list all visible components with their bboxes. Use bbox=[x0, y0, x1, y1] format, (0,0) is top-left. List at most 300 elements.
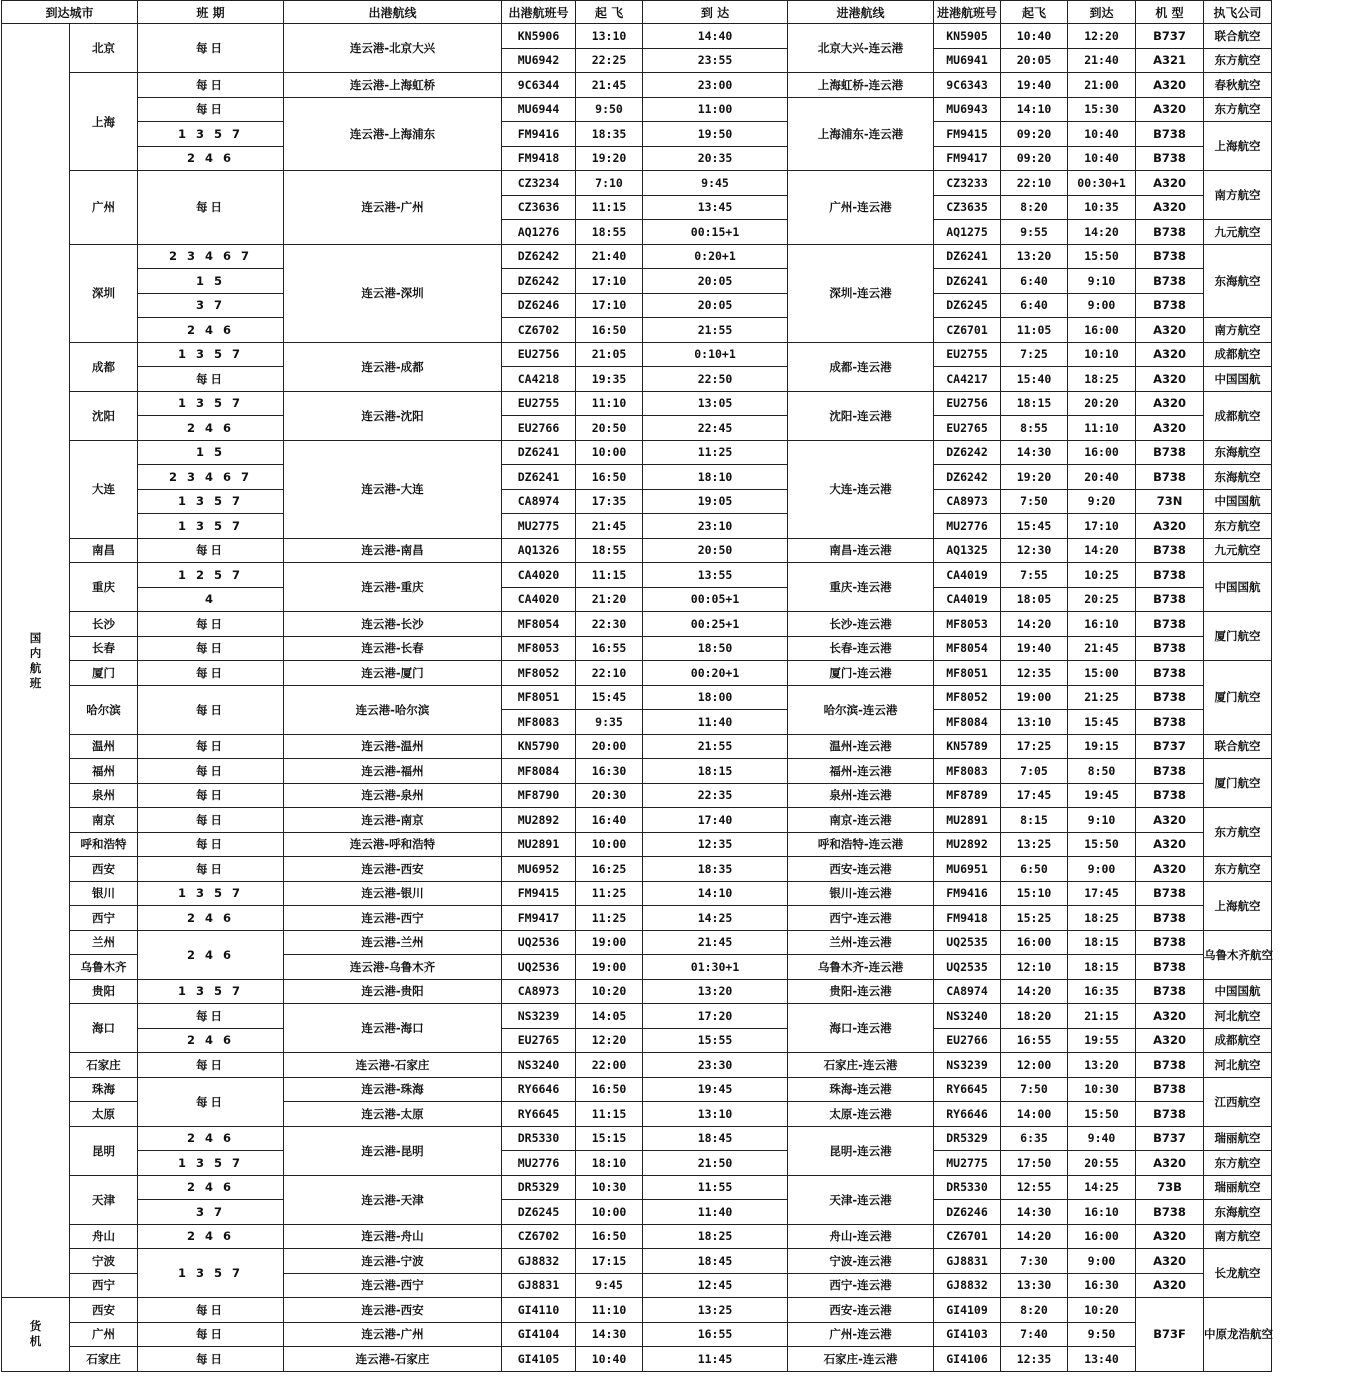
table-row bbox=[2, 685, 1356, 710]
table-row bbox=[2, 930, 1356, 955]
airline-cell: 东方航空 bbox=[1204, 857, 1272, 882]
city-cell: 北京 bbox=[70, 24, 138, 73]
outbound-route-cell: 连云港-广州 bbox=[284, 1322, 502, 1347]
airline-cell: 长龙航空 bbox=[1204, 1249, 1272, 1298]
inbound-departure-cell: 09:20 bbox=[1001, 146, 1068, 171]
outbound-arrival-cell: 14:10 bbox=[643, 881, 788, 906]
table-row bbox=[2, 97, 1356, 122]
days-cell: 2 4 6 bbox=[138, 1126, 284, 1151]
days-cell: 3 7 bbox=[138, 1200, 284, 1225]
outbound-flight-cell: EU2765 bbox=[502, 1028, 576, 1053]
outbound-departure-cell: 17:35 bbox=[576, 489, 643, 514]
outbound-route-cell: 连云港-石家庄 bbox=[284, 1053, 502, 1078]
outbound-departure-cell: 21:05 bbox=[576, 342, 643, 367]
table-row bbox=[2, 318, 1356, 343]
table-row bbox=[2, 881, 1356, 906]
inbound-flight-cell: CZ3233 bbox=[934, 171, 1001, 196]
outbound-route-cell: 连云港-泉州 bbox=[284, 783, 502, 808]
inbound-arrival-cell: 15:50 bbox=[1068, 1102, 1136, 1127]
airline-cell: 春秋航空 bbox=[1204, 73, 1272, 98]
outbound-route-cell: 连云港-成都 bbox=[284, 342, 502, 391]
outbound-departure-cell: 19:00 bbox=[576, 955, 643, 980]
table-row bbox=[2, 73, 1356, 98]
inbound-flight-cell: MF8084 bbox=[934, 710, 1001, 735]
outbound-route-cell: 连云港-温州 bbox=[284, 734, 502, 759]
days-cell: 每日 bbox=[138, 661, 284, 686]
airline-cell: 东方航空 bbox=[1204, 514, 1272, 539]
inbound-flight-cell: CA4019 bbox=[934, 587, 1001, 612]
inbound-departure-cell: 17:50 bbox=[1001, 1151, 1068, 1176]
outbound-arrival-cell: 20:50 bbox=[643, 538, 788, 563]
airline-cell: 江西航空 bbox=[1204, 1077, 1272, 1126]
inbound-departure-cell: 6:40 bbox=[1001, 293, 1068, 318]
header-cell: 出港航线 bbox=[284, 1, 502, 24]
outbound-departure-cell: 16:55 bbox=[576, 636, 643, 661]
aircraft-cell: A320 bbox=[1136, 367, 1204, 392]
inbound-departure-cell: 15:45 bbox=[1001, 514, 1068, 539]
table-row bbox=[2, 832, 1356, 857]
table-row bbox=[2, 759, 1356, 784]
inbound-arrival-cell: 9:20 bbox=[1068, 489, 1136, 514]
days-cell: 1 3 5 7 bbox=[138, 1249, 284, 1298]
inbound-departure-cell: 17:45 bbox=[1001, 783, 1068, 808]
outbound-route-cell: 连云港-上海虹桥 bbox=[284, 73, 502, 98]
outbound-arrival-cell: 16:55 bbox=[643, 1322, 788, 1347]
inbound-route-cell: 乌鲁木齐-连云港 bbox=[788, 955, 934, 980]
inbound-departure-cell: 8:55 bbox=[1001, 416, 1068, 441]
inbound-departure-cell: 7:50 bbox=[1001, 1077, 1068, 1102]
airline-cell: 联合航空 bbox=[1204, 734, 1272, 759]
aircraft-cell: A320 bbox=[1136, 514, 1204, 539]
header-row bbox=[2, 1, 1356, 24]
aircraft-cell: B738 bbox=[1136, 710, 1204, 735]
outbound-departure-cell: 9:35 bbox=[576, 710, 643, 735]
aircraft-cell: A320 bbox=[1136, 857, 1204, 882]
inbound-route-cell: 沈阳-连云港 bbox=[788, 391, 934, 440]
days-cell: 1 3 5 7 bbox=[138, 979, 284, 1004]
inbound-departure-cell: 13:25 bbox=[1001, 832, 1068, 857]
inbound-route-cell: 上海浦东-连云港 bbox=[788, 97, 934, 171]
inbound-route-cell: 舟山-连云港 bbox=[788, 1224, 934, 1249]
table-row bbox=[2, 514, 1356, 539]
header-cell: 执飞公司 bbox=[1204, 1, 1272, 24]
inbound-departure-cell: 7:05 bbox=[1001, 759, 1068, 784]
table-row bbox=[2, 293, 1356, 318]
airline-cell: 乌鲁木齐航空 bbox=[1204, 930, 1272, 979]
table-row bbox=[2, 1028, 1356, 1053]
airline-cell: 中国国航 bbox=[1204, 979, 1272, 1004]
inbound-route-cell: 哈尔滨-连云港 bbox=[788, 685, 934, 734]
header-cell: 进港航班号 bbox=[934, 1, 1001, 24]
schedule-body bbox=[2, 24, 1356, 1372]
outbound-arrival-cell: 21:55 bbox=[643, 318, 788, 343]
aircraft-cell: B73F bbox=[1136, 1298, 1204, 1372]
inbound-arrival-cell: 10:40 bbox=[1068, 146, 1136, 171]
inbound-flight-cell: DZ6246 bbox=[934, 1200, 1001, 1225]
city-cell: 乌鲁木齐 bbox=[70, 955, 138, 980]
outbound-flight-cell: CZ3636 bbox=[502, 195, 576, 220]
days-cell: 每日 bbox=[138, 1053, 284, 1078]
inbound-arrival-cell: 16:10 bbox=[1068, 612, 1136, 637]
inbound-arrival-cell: 21:15 bbox=[1068, 1004, 1136, 1029]
inbound-route-cell: 重庆-连云港 bbox=[788, 563, 934, 612]
city-cell: 沈阳 bbox=[70, 391, 138, 440]
city-cell: 长春 bbox=[70, 636, 138, 661]
city-cell: 南京 bbox=[70, 808, 138, 833]
airline-cell: 瑞丽航空 bbox=[1204, 1126, 1272, 1151]
inbound-departure-cell: 18:20 bbox=[1001, 1004, 1068, 1029]
outbound-flight-cell: RY6646 bbox=[502, 1077, 576, 1102]
outbound-departure-cell: 21:45 bbox=[576, 73, 643, 98]
outbound-arrival-cell: 11:40 bbox=[643, 710, 788, 735]
inbound-arrival-cell: 10:30 bbox=[1068, 1077, 1136, 1102]
outbound-arrival-cell: 13:25 bbox=[643, 1298, 788, 1323]
table-row bbox=[2, 587, 1356, 612]
inbound-departure-cell: 8:20 bbox=[1001, 195, 1068, 220]
inbound-departure-cell: 11:05 bbox=[1001, 318, 1068, 343]
outbound-flight-cell: AQ1276 bbox=[502, 220, 576, 245]
inbound-arrival-cell: 21:45 bbox=[1068, 636, 1136, 661]
outbound-departure-cell: 9:45 bbox=[576, 1273, 643, 1298]
inbound-departure-cell: 19:40 bbox=[1001, 73, 1068, 98]
city-cell: 广州 bbox=[70, 1322, 138, 1347]
outbound-arrival-cell: 23:30 bbox=[643, 1053, 788, 1078]
inbound-arrival-cell: 9:40 bbox=[1068, 1126, 1136, 1151]
outbound-route-cell: 连云港-哈尔滨 bbox=[284, 685, 502, 734]
outbound-flight-cell: MF8084 bbox=[502, 759, 576, 784]
airline-cell: 厦门航空 bbox=[1204, 612, 1272, 661]
city-cell: 昆明 bbox=[70, 1126, 138, 1175]
outbound-arrival-cell: 19:50 bbox=[643, 122, 788, 147]
inbound-departure-cell: 15:10 bbox=[1001, 881, 1068, 906]
outbound-flight-cell: FM9415 bbox=[502, 881, 576, 906]
inbound-flight-cell: FM9418 bbox=[934, 906, 1001, 931]
inbound-flight-cell: DZ6241 bbox=[934, 269, 1001, 294]
days-cell: 每日 bbox=[138, 759, 284, 784]
city-cell: 石家庄 bbox=[70, 1053, 138, 1078]
airline-cell: 南方航空 bbox=[1204, 1224, 1272, 1249]
inbound-departure-cell: 7:55 bbox=[1001, 563, 1068, 588]
aircraft-cell: B738 bbox=[1136, 538, 1204, 563]
table-row bbox=[2, 1200, 1356, 1225]
inbound-arrival-cell: 14:25 bbox=[1068, 1175, 1136, 1200]
days-cell: 2 4 6 bbox=[138, 1224, 284, 1249]
days-cell: 2 4 6 bbox=[138, 1028, 284, 1053]
inbound-arrival-cell: 18:25 bbox=[1068, 906, 1136, 931]
inbound-flight-cell: MU6943 bbox=[934, 97, 1001, 122]
inbound-arrival-cell: 15:50 bbox=[1068, 832, 1136, 857]
inbound-flight-cell: RY6646 bbox=[934, 1102, 1001, 1127]
outbound-departure-cell: 13:10 bbox=[576, 24, 643, 49]
inbound-arrival-cell: 16:00 bbox=[1068, 1224, 1136, 1249]
outbound-route-cell: 连云港-南昌 bbox=[284, 538, 502, 563]
aircraft-cell: B738 bbox=[1136, 881, 1204, 906]
header-cell: 机 型 bbox=[1136, 1, 1204, 24]
city-cell: 舟山 bbox=[70, 1224, 138, 1249]
table-row bbox=[2, 1053, 1356, 1078]
outbound-route-cell: 连云港-深圳 bbox=[284, 244, 502, 342]
inbound-flight-cell: MF8052 bbox=[934, 685, 1001, 710]
outbound-arrival-cell: 20:05 bbox=[643, 269, 788, 294]
inbound-departure-cell: 16:00 bbox=[1001, 930, 1068, 955]
table-row bbox=[2, 808, 1356, 833]
aircraft-cell: B738 bbox=[1136, 1200, 1204, 1225]
inbound-departure-cell: 12:00 bbox=[1001, 1053, 1068, 1078]
city-cell: 太原 bbox=[70, 1102, 138, 1127]
inbound-flight-cell: AQ1275 bbox=[934, 220, 1001, 245]
outbound-departure-cell: 16:25 bbox=[576, 857, 643, 882]
outbound-arrival-cell: 01:30+1 bbox=[643, 955, 788, 980]
outbound-route-cell: 连云港-西安 bbox=[284, 857, 502, 882]
aircraft-cell: B737 bbox=[1136, 24, 1204, 49]
inbound-departure-cell: 19:20 bbox=[1001, 465, 1068, 490]
inbound-flight-cell: KN5789 bbox=[934, 734, 1001, 759]
header-cell: 起 飞 bbox=[576, 1, 643, 24]
inbound-flight-cell: MF8789 bbox=[934, 783, 1001, 808]
inbound-arrival-cell: 19:15 bbox=[1068, 734, 1136, 759]
days-cell: 2 4 6 bbox=[138, 906, 284, 931]
inbound-departure-cell: 14:30 bbox=[1001, 1200, 1068, 1225]
outbound-arrival-cell: 0:10+1 bbox=[643, 342, 788, 367]
inbound-flight-cell: MU6951 bbox=[934, 857, 1001, 882]
outbound-route-cell: 连云港-太原 bbox=[284, 1102, 502, 1127]
inbound-flight-cell: UQ2535 bbox=[934, 930, 1001, 955]
inbound-flight-cell: RY6645 bbox=[934, 1077, 1001, 1102]
outbound-flight-cell: DR5330 bbox=[502, 1126, 576, 1151]
aircraft-cell: B738 bbox=[1136, 146, 1204, 171]
outbound-departure-cell: 19:00 bbox=[576, 930, 643, 955]
inbound-arrival-cell: 16:00 bbox=[1068, 318, 1136, 343]
outbound-flight-cell: GJ8831 bbox=[502, 1273, 576, 1298]
outbound-flight-cell: GI4104 bbox=[502, 1322, 576, 1347]
table-row bbox=[2, 391, 1356, 416]
inbound-departure-cell: 14:20 bbox=[1001, 1224, 1068, 1249]
inbound-route-cell: 泉州-连云港 bbox=[788, 783, 934, 808]
outbound-arrival-cell: 0:20+1 bbox=[643, 244, 788, 269]
inbound-route-cell: 昆明-连云港 bbox=[788, 1126, 934, 1175]
outbound-departure-cell: 22:25 bbox=[576, 48, 643, 73]
inbound-departure-cell: 18:05 bbox=[1001, 587, 1068, 612]
table-row bbox=[2, 146, 1356, 171]
outbound-arrival-cell: 00:05+1 bbox=[643, 587, 788, 612]
aircraft-cell: B738 bbox=[1136, 563, 1204, 588]
outbound-arrival-cell: 18:25 bbox=[643, 1224, 788, 1249]
inbound-flight-cell: MU6941 bbox=[934, 48, 1001, 73]
airline-cell: 中国国航 bbox=[1204, 563, 1272, 612]
inbound-departure-cell: 6:40 bbox=[1001, 269, 1068, 294]
aircraft-cell: A320 bbox=[1136, 808, 1204, 833]
inbound-arrival-cell: 00:30+1 bbox=[1068, 171, 1136, 196]
inbound-flight-cell: MF8051 bbox=[934, 661, 1001, 686]
days-cell: 每日 bbox=[138, 1004, 284, 1029]
inbound-arrival-cell: 15:45 bbox=[1068, 710, 1136, 735]
inbound-route-cell: 长春-连云港 bbox=[788, 636, 934, 661]
outbound-flight-cell: MF8083 bbox=[502, 710, 576, 735]
table-row bbox=[2, 612, 1356, 637]
table-row bbox=[2, 979, 1356, 1004]
inbound-arrival-cell: 10:40 bbox=[1068, 122, 1136, 147]
inbound-flight-cell: GI4106 bbox=[934, 1347, 1001, 1372]
city-cell: 海口 bbox=[70, 1004, 138, 1053]
inbound-arrival-cell: 10:35 bbox=[1068, 195, 1136, 220]
outbound-route-cell: 连云港-天津 bbox=[284, 1175, 502, 1224]
inbound-flight-cell: GJ8831 bbox=[934, 1249, 1001, 1274]
airline-cell: 上海航空 bbox=[1204, 122, 1272, 171]
days-cell: 每日 bbox=[138, 1077, 284, 1126]
outbound-arrival-cell: 13:20 bbox=[643, 979, 788, 1004]
outbound-route-cell: 连云港-上海浦东 bbox=[284, 97, 502, 171]
aircraft-cell: B738 bbox=[1136, 955, 1204, 980]
aircraft-cell: B738 bbox=[1136, 685, 1204, 710]
header-cell: 班 期 bbox=[138, 1, 284, 24]
inbound-departure-cell: 19:00 bbox=[1001, 685, 1068, 710]
outbound-flight-cell: MU2776 bbox=[502, 1151, 576, 1176]
outbound-route-cell: 连云港-长沙 bbox=[284, 612, 502, 637]
category-char: 机 bbox=[29, 1334, 42, 1349]
inbound-departure-cell: 7:40 bbox=[1001, 1322, 1068, 1347]
outbound-route-cell: 连云港-长春 bbox=[284, 636, 502, 661]
outbound-arrival-cell: 12:35 bbox=[643, 832, 788, 857]
outbound-route-cell: 连云港-石家庄 bbox=[284, 1347, 502, 1372]
inbound-departure-cell: 8:20 bbox=[1001, 1298, 1068, 1323]
inbound-route-cell: 贵阳-连云港 bbox=[788, 979, 934, 1004]
airline-cell: 瑞丽航空 bbox=[1204, 1175, 1272, 1200]
aircraft-cell: A320 bbox=[1136, 342, 1204, 367]
table-row bbox=[2, 1298, 1356, 1323]
inbound-arrival-cell: 17:45 bbox=[1068, 881, 1136, 906]
inbound-flight-cell: DZ6241 bbox=[934, 244, 1001, 269]
outbound-departure-cell: 16:50 bbox=[576, 318, 643, 343]
inbound-departure-cell: 12:35 bbox=[1001, 661, 1068, 686]
outbound-flight-cell: MU6952 bbox=[502, 857, 576, 882]
inbound-arrival-cell: 15:50 bbox=[1068, 244, 1136, 269]
outbound-flight-cell: MF8790 bbox=[502, 783, 576, 808]
days-cell: 每日 bbox=[138, 73, 284, 98]
outbound-departure-cell: 11:10 bbox=[576, 1298, 643, 1323]
outbound-arrival-cell: 13:05 bbox=[643, 391, 788, 416]
airline-cell: 成都航空 bbox=[1204, 1028, 1272, 1053]
inbound-flight-cell: CZ6701 bbox=[934, 318, 1001, 343]
aircraft-cell: A320 bbox=[1136, 416, 1204, 441]
category-cell bbox=[2, 24, 70, 1298]
outbound-arrival-cell: 22:35 bbox=[643, 783, 788, 808]
outbound-route-cell: 连云港-西宁 bbox=[284, 1273, 502, 1298]
outbound-arrival-cell: 20:05 bbox=[643, 293, 788, 318]
table-row bbox=[2, 563, 1356, 588]
inbound-route-cell: 珠海-连云港 bbox=[788, 1077, 934, 1102]
outbound-departure-cell: 22:30 bbox=[576, 612, 643, 637]
days-cell: 每日 bbox=[138, 538, 284, 563]
header-cell: 起飞 bbox=[1001, 1, 1068, 24]
airline-cell: 东海航空 bbox=[1204, 440, 1272, 465]
outbound-flight-cell: CZ6702 bbox=[502, 1224, 576, 1249]
inbound-departure-cell: 12:35 bbox=[1001, 1347, 1068, 1372]
days-cell: 1 5 bbox=[138, 269, 284, 294]
outbound-departure-cell: 15:45 bbox=[576, 685, 643, 710]
inbound-flight-cell: KN5905 bbox=[934, 24, 1001, 49]
days-cell: 每日 bbox=[138, 1298, 284, 1323]
days-cell: 2 4 6 bbox=[138, 416, 284, 441]
inbound-arrival-cell: 19:45 bbox=[1068, 783, 1136, 808]
table-row bbox=[2, 465, 1356, 490]
inbound-flight-cell: NS3240 bbox=[934, 1004, 1001, 1029]
inbound-arrival-cell: 21:40 bbox=[1068, 48, 1136, 73]
category-char: 航 bbox=[29, 660, 42, 675]
inbound-flight-cell: MF8053 bbox=[934, 612, 1001, 637]
outbound-departure-cell: 11:10 bbox=[576, 391, 643, 416]
days-cell: 1 3 5 7 bbox=[138, 342, 284, 367]
inbound-route-cell: 温州-连云港 bbox=[788, 734, 934, 759]
outbound-route-cell: 连云港-昆明 bbox=[284, 1126, 502, 1175]
airline-cell: 厦门航空 bbox=[1204, 661, 1272, 735]
days-cell: 每日 bbox=[138, 685, 284, 734]
outbound-departure-cell: 20:50 bbox=[576, 416, 643, 441]
inbound-departure-cell: 13:20 bbox=[1001, 244, 1068, 269]
inbound-departure-cell: 18:15 bbox=[1001, 391, 1068, 416]
inbound-route-cell: 上海虹桥-连云港 bbox=[788, 73, 934, 98]
inbound-departure-cell: 9:55 bbox=[1001, 220, 1068, 245]
outbound-arrival-cell: 21:50 bbox=[643, 1151, 788, 1176]
aircraft-cell: A320 bbox=[1136, 171, 1204, 196]
days-cell: 1 3 5 7 bbox=[138, 489, 284, 514]
outbound-departure-cell: 22:10 bbox=[576, 661, 643, 686]
aircraft-cell: A320 bbox=[1136, 391, 1204, 416]
inbound-flight-cell: MU2775 bbox=[934, 1151, 1001, 1176]
outbound-arrival-cell: 9:45 bbox=[643, 171, 788, 196]
outbound-route-cell: 连云港-西安 bbox=[284, 1298, 502, 1323]
inbound-route-cell: 南昌-连云港 bbox=[788, 538, 934, 563]
inbound-route-cell: 西安-连云港 bbox=[788, 1298, 934, 1323]
inbound-flight-cell: MU2891 bbox=[934, 808, 1001, 833]
city-cell: 哈尔滨 bbox=[70, 685, 138, 734]
city-cell: 珠海 bbox=[70, 1077, 138, 1102]
aircraft-cell: B738 bbox=[1136, 1077, 1204, 1102]
inbound-departure-cell: 10:40 bbox=[1001, 24, 1068, 49]
outbound-arrival-cell: 18:15 bbox=[643, 759, 788, 784]
outbound-arrival-cell: 13:55 bbox=[643, 563, 788, 588]
city-cell: 南昌 bbox=[70, 538, 138, 563]
inbound-arrival-cell: 16:10 bbox=[1068, 1200, 1136, 1225]
outbound-route-cell: 连云港-兰州 bbox=[284, 930, 502, 955]
outbound-flight-cell: MU2891 bbox=[502, 832, 576, 857]
outbound-departure-cell: 22:00 bbox=[576, 1053, 643, 1078]
city-cell: 温州 bbox=[70, 734, 138, 759]
outbound-departure-cell: 18:10 bbox=[576, 1151, 643, 1176]
outbound-flight-cell: NS3239 bbox=[502, 1004, 576, 1029]
city-cell: 天津 bbox=[70, 1175, 138, 1224]
table-row bbox=[2, 367, 1356, 392]
outbound-flight-cell: CA8974 bbox=[502, 489, 576, 514]
outbound-arrival-cell: 22:45 bbox=[643, 416, 788, 441]
outbound-departure-cell: 14:05 bbox=[576, 1004, 643, 1029]
aircraft-cell: B737 bbox=[1136, 734, 1204, 759]
outbound-departure-cell: 20:30 bbox=[576, 783, 643, 808]
outbound-arrival-cell: 00:20+1 bbox=[643, 661, 788, 686]
aircraft-cell: B738 bbox=[1136, 220, 1204, 245]
city-cell: 西宁 bbox=[70, 906, 138, 931]
outbound-departure-cell: 11:15 bbox=[576, 1102, 643, 1127]
inbound-flight-cell: MF8054 bbox=[934, 636, 1001, 661]
airline-cell: 九元航空 bbox=[1204, 220, 1272, 245]
aircraft-cell: B738 bbox=[1136, 612, 1204, 637]
outbound-departure-cell: 10:00 bbox=[576, 832, 643, 857]
inbound-departure-cell: 14:20 bbox=[1001, 979, 1068, 1004]
days-cell: 每日 bbox=[138, 24, 284, 73]
days-cell: 每日 bbox=[138, 97, 284, 122]
outbound-route-cell: 连云港-福州 bbox=[284, 759, 502, 784]
outbound-flight-cell: FM9418 bbox=[502, 146, 576, 171]
outbound-departure-cell: 16:50 bbox=[576, 1077, 643, 1102]
